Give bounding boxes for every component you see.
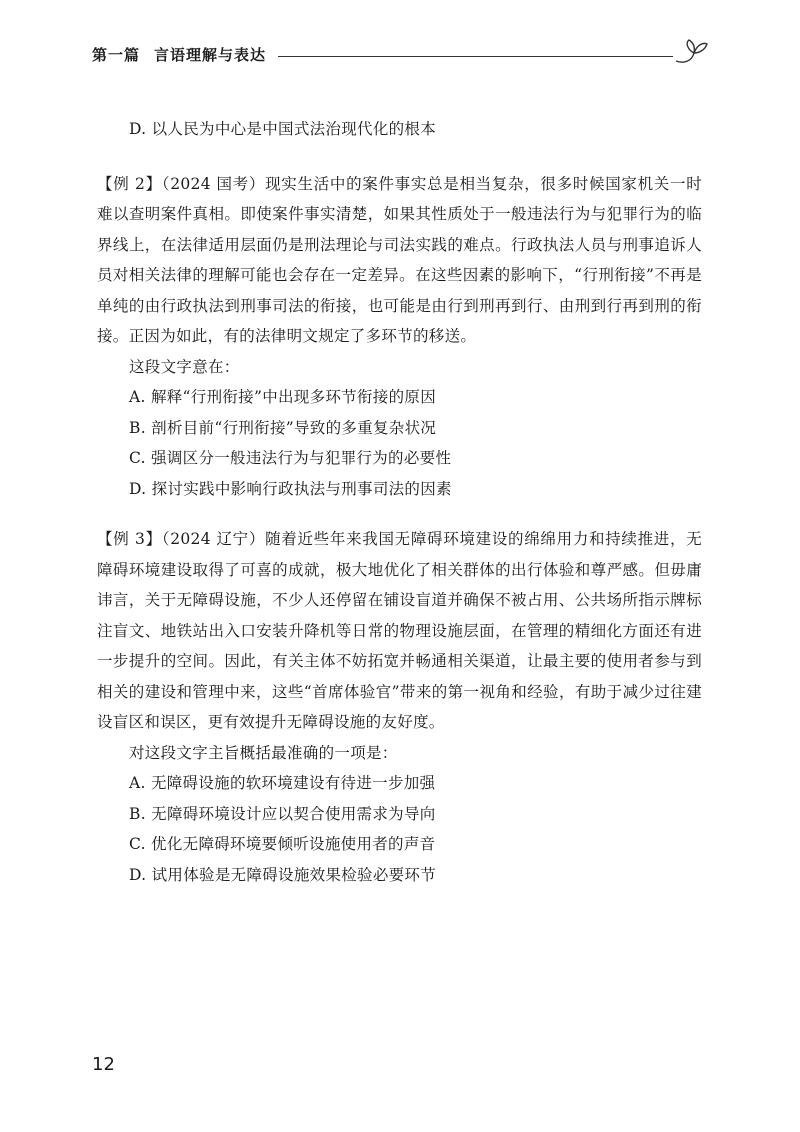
header-rule — [278, 56, 673, 57]
header-chapter: 第一篇 — [92, 46, 141, 64]
example-3-question: 对这段文字主旨概括最准确的一项是： — [129, 743, 398, 762]
example-3-option-c: C. 优化无障碍环境要倾听设施使用者的声音 — [129, 835, 436, 853]
example-2-passage: 【例 2】（2024 国考）现实生活中的案件事实总是相当复杂，很多时候国家机关一时难以查明案件真相。即使案件事实清楚，如果其性质处于一般违法行为与犯罪行为的临界线上，在法律适用层面仍是刑法理论与司法实践的难点。行政执法人员与刑事追诉人员对相关法律的理解可能也会存在一定差异。在这些因素的影响下，“行刑衔接”不再是单纯的由行政执法到刑事司法的衔接，也可能是由行到刑再到行、由刑到行再到刑的衔接。正因为如此，有的法律明文规定了多环节的移送。 — [97, 174, 702, 345]
example-2-option-a: A. 解释“行刑衔接”中出现多环节衔接的原因 — [129, 388, 436, 406]
example-2-option-b: B. 剖析目前“行刑衔接”导致的多重复杂状况 — [129, 418, 437, 437]
example-2-option-c: C. 强调区分一般违法行为与犯罪行为的必要性 — [129, 449, 452, 467]
previous-option-d: D. 以人民为中心是中国式法治现代化的根本 — [129, 120, 437, 138]
example-3-passage: 【例 3】（2024 辽宁）随着近些年来我国无障碍环境建设的绵绵用力和持续推进，无障碍环境建设取得了可喜的成就，极大地优化了相关群体的出行体验和尊严感。但毋庸讳言，关于无障碍设施，不少人还停留在铺设盲道并确保不被占用、公共场所指示牌标注盲文、地铁站出入口安装升降机等日常的物理设施层面，在管理的精细化方面还有进一步提升的空间。因此，有关主体不妨拓宽并畅通相关渠道，让最主要的使用者参与到相关的建设和管理中来，这些“首席体验官”带来的第一视角和经验，有助于减少过往建设盲区和误区，更有效提升无障碍设施的友好度。 — [97, 530, 702, 731]
example-3-option-b: B. 无障碍环境设计应以契合使用需求为导向 — [129, 804, 436, 823]
example-2-question: 这段文字意在： — [129, 357, 240, 376]
page-content — [97, 114, 702, 890]
running-header — [92, 34, 712, 70]
example-2-option-d: D. 探讨实践中影响行政执法与刑事司法的因素 — [129, 479, 452, 498]
sprout-icon — [670, 34, 710, 68]
page-number: 12 — [92, 1054, 115, 1075]
example-3-option-d: D. 试用体验是无障碍设施效果检验必要环节 — [129, 865, 437, 884]
header-text — [92, 44, 266, 65]
header-title: 言语理解与表达 — [154, 46, 267, 64]
example-3-option-a: A. 无障碍设施的软环境建设有待进一步加强 — [129, 774, 436, 792]
